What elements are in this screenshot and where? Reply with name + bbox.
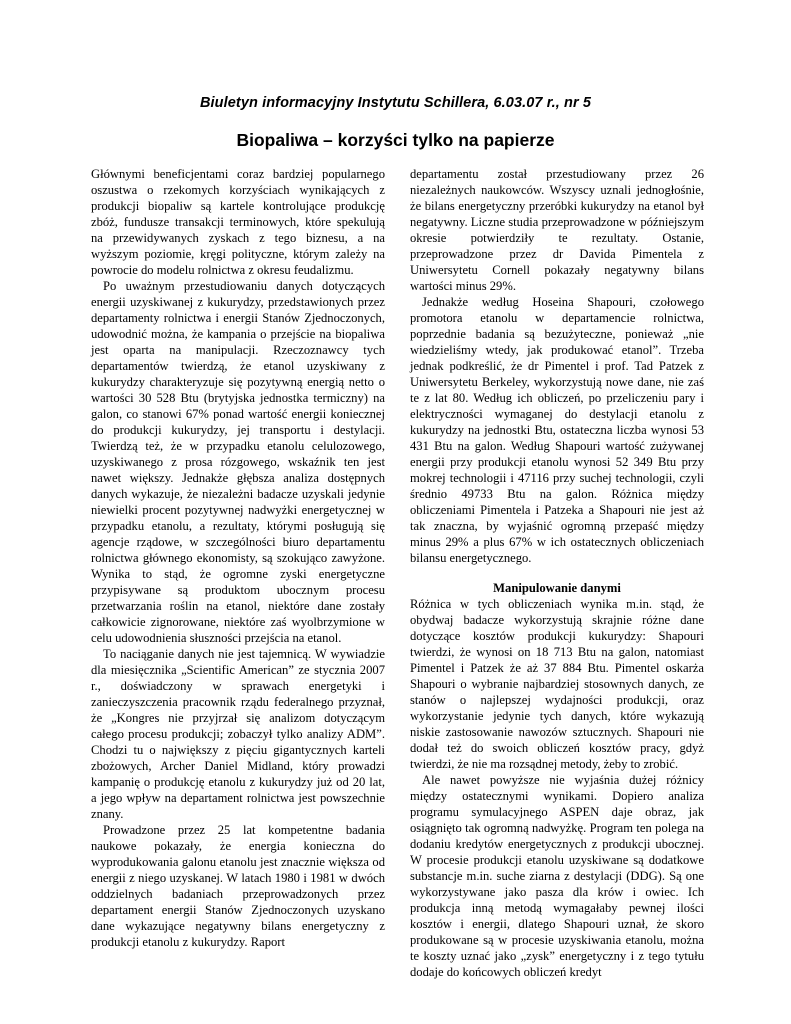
paragraph: departamentu został przestudiowany przez 26 niezależnych naukowców. Wszyscy uznali jednogłośnie, że bilans energetyczny przeróbki kukurydzy na etanol był negatywny. Liczne studia przeprowadzone w późniejszym okresie potwierdziły te rezultaty. Ostanie, przeprowadzone przez dr Davida Pimentela z Uniwersytetu Cornell pokazały negatywny bilans wartości minus 29%. xyxy=(410,167,704,293)
section-heading: Manipulowanie danymi xyxy=(493,581,621,595)
paragraph: Różnica w tych obliczeniach wynika m.in. stąd, że obydwaj badacze wykorzystują skrajnie różne dane dotyczące kosztów produkcji kukurydzy: Shapouri twierdzi, że wynosi on 18 713 Btu na galon, natomiast Pimentel i Patzek że aż 37 884 Btu. Pimentel oskarża Shapouri o wybranie najbardziej stosownych danych, ze stanów o najlepszej wydajności produkcji, oraz wykorzystanie jedynie tych danych, które wykazują niskie zastosowanie nawozów sztucznych. Shapouri nie dodał też do swoich obliczeń kosztów pracy, gdyż twierdzi, że nie ma rozsądnej metody, żeby to zrobić. xyxy=(410,597,704,771)
paragraph: Po uważnym przestudiowaniu danych dotyczących energii uzyskiwanej z kukurydzy, przedstawionych przez departamenty rolnictwa i energii Stanów Zjednoczonych, udowodnić można, że kampania o przejście na biopaliwa jest oparta na manipulacji. Rzeczoznawcy tych departamentów twierdzą, że etanol uzyskiwany z kukurydzy charakteryzuje się pozytywną energią netto o wartości 30 528 Btu (brytyjska jednostka termiczny) na galon, co stanowi 67% ponad wartość energii koniecznej do produkcji kukurydzy, jej transportu i destylacji. Twierdzą też, że w przypadku etanolu celulozowego, uzyskiwanego z prosa rózgowego, wskaźnik ten jest nawet większy. Jednakże głębsza analiza dostępnych danych wykazuje, że niezależni badacze uzyskali jedynie niewielki procent pozytywnej nadwyżki energetycznej w przypadku etanolu, a rezultaty, którymi posługują się agencje rządowe, w szczególności biuro departamentu rolnictwa głównego ekonomisty, są szokująco zawyżone. Wynika to stąd, że ogromne zyski energetyczne przypisywane są produktom ubocznym procesu przetwarzania roślin na etanol, niektóre dane zostały całkowicie zignorowane, niektóre zaś wyolbrzymione w celu udowodnienia słuszności przejścia na etanol. xyxy=(91,279,385,645)
paragraph: Ale nawet powyższe nie wyjaśnia dużej różnicy między ostatecznymi wynikami. Dopiero analiza programu symulacyjnego ASPEN daje obraz, jak osiągnięto tak ogromną nadwyżkę. Program ten polega na dodaniu kredytów energetycznych z produkcji ubocznej. W procesie produkcji etanolu uzyskiwane są dodatkowe substancje m.in. suche ziarna z destylacji (DDG). Są one wykorzystywane jako pasza dla krów i owiec. Ich produkcja inną metodą wymagałaby pewnej ilości kosztów i energii, dlatego Shapouri uznał, że skoro produkowane są w procesie uzyskiwania etanolu, można te koszty uznać jako „zysk” energetyczny i z tego tytułu dodaje do końcowych obliczeń kredyt xyxy=(410,773,704,979)
paragraph: Jednakże według Hoseina Shapouri, czołowego promotora etanolu w departamencie rolnictwa, poprzednie badania są bezużyteczne, ponieważ „nie wiedzieliśmy wtedy, jak produkować etanol”. Trzeba jednak podkreślić, że dr Pimentel i prof. Tad Patzek z Uniwersytetu Berkeley, wykorzystują nowe dane, nie zaś te z lat 80. Według ich obliczeń, po przeliczeniu pary i elektryczności wymaganej do destylacji etanolu z kukurydzy na jednostki Btu, ostateczna liczba wynosi 53 431 Btu na galon. Według Shapouri wartość zużywanej energii przy produkcji etanolu wynosi 52 349 Btu przy mokrej technologii i 47116 przy suchej technologii, czyli średnio 49733 Btu na galon. Różnica między obliczeniami Pimentela i Patzeka a Shapouri nie jest aż tak znaczna, by wyjaśnić ogromną przepaść między minus 29% a plus 67% w ich ostatecznych obliczeniach bilansu energetycznego. xyxy=(410,295,704,565)
article-title: Biopaliwa – korzyści tylko na papierze xyxy=(236,130,555,150)
paragraph: To naciąganie danych nie jest tajemnicą. W wywiadzie dla miesięcznika „Scientific American” ze stycznia 2007 r., doświadczony w sprawach energetyki i zanieczyszczenia pracownik rządu federalnego przyznał, że „Kongres nie przyjrzał się analizom dotyczącym całego procesu produkcji; zobaczył tylko analizy ADM”. Chodzi tu o największy z pięciu gigantycznych karteli zbożowych, Archer Daniel Midland, który prowadzi kampanię o produkcję etanolu z kukurydzy już od 20 lat, a jego wpływ na departament rolnictwa jest powszechnie znany. xyxy=(91,647,385,821)
paragraph: Prowadzone przez 25 lat kompetentne badania naukowe pokazały, że energia konieczna do wyprodukowania galonu etanolu jest znacznie większa od energii z niego uzyskanej. W latach 1980 i 1981 w dwóch oddzielnych badaniach przeprowadzonych przez departament energii Stanów Zjednoczonych uzyskano dane wykazujące negatywny bilans energetyczny z produkcji etanolu z kukurydzy. Raport xyxy=(91,823,385,949)
paragraph: Głównymi beneficjentami coraz bardziej popularnego oszustwa o rzekomych korzyściach wynikających z produkcji biopaliw są kartele kontrolujące produkcję zbóż, fundusze transakcji terminowych, które spekulują na przewidywanych zyskach z tego biznesu, a na wyższym poziomie, kręgi polityczne, którym zależy na powrocie do modelu rolnictwa z okresu feudalizmu. xyxy=(91,167,385,277)
bulletin-header: Biuletyn informacyjny Instytutu Schillera, 6.03.07 r., nr 5 xyxy=(199,95,592,111)
right-column xyxy=(410,166,704,980)
left-column xyxy=(91,166,385,950)
